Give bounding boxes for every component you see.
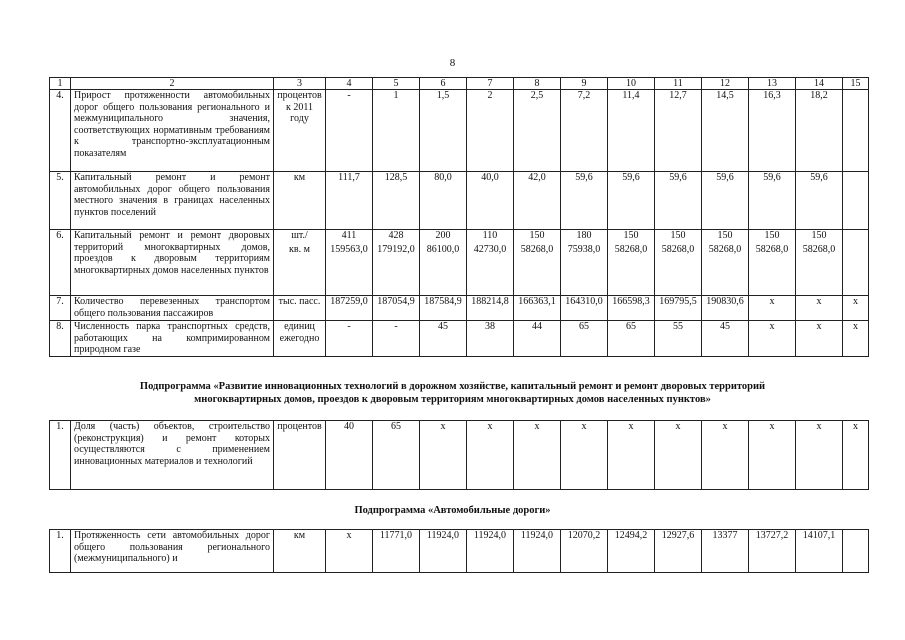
value: х <box>722 421 728 432</box>
value-cell <box>561 296 608 321</box>
value-cell <box>420 172 467 230</box>
value: 13727,2 <box>755 530 789 541</box>
value-secondary: 179192,0 <box>377 243 415 255</box>
value-cell <box>373 530 420 573</box>
value-secondary: 58268,0 <box>520 243 554 255</box>
indicator-name: Капитальный ремонт и ремонт дворовых территорий многоквартирных домов, проездов к дворовым территориям многоквартирных домов населенных пунктов <box>71 230 274 296</box>
value-cell <box>796 321 843 357</box>
value-cell <box>467 530 514 573</box>
value-cell <box>373 321 420 357</box>
value-cell <box>749 530 796 573</box>
value: 166598,3 <box>612 296 650 307</box>
unit-cell <box>274 90 326 172</box>
value-cell <box>796 172 843 230</box>
value: 59,6 <box>622 172 640 183</box>
value-cell <box>561 321 608 357</box>
value-cell <box>702 321 749 357</box>
subprogram-innovations-table <box>49 420 869 490</box>
value-cell <box>749 321 796 357</box>
value: 150 <box>811 230 827 241</box>
value: 55 <box>673 321 683 332</box>
value-cell <box>514 172 561 230</box>
value: 187054,9 <box>377 296 415 307</box>
value-cell <box>655 321 702 357</box>
value-secondary: 58268,0 <box>708 243 742 255</box>
value: 65 <box>391 421 401 432</box>
table-row <box>50 90 869 172</box>
column-number-header: 1 <box>50 78 71 90</box>
table-row <box>50 530 869 573</box>
value: 128,5 <box>384 172 408 183</box>
column-number-header: 9 <box>561 78 608 90</box>
column-number-header: 2 <box>71 78 274 90</box>
value-cell <box>608 296 655 321</box>
value-cell <box>843 421 869 490</box>
value-cell <box>702 421 749 490</box>
row-number: 1. <box>50 530 71 573</box>
value-cell <box>420 421 467 490</box>
value: 7,2 <box>577 90 591 101</box>
value: х <box>816 321 822 332</box>
value-cell <box>514 321 561 357</box>
subprogram-title-line-2: многоквартирных домов, проездов к дворовым территориям многоквартирных домов населенных пунктов» <box>194 394 711 405</box>
value: 110 <box>482 230 498 241</box>
value-cell <box>749 296 796 321</box>
value-cell <box>702 90 749 172</box>
value: 18,2 <box>810 90 828 101</box>
value: 13377 <box>712 530 738 541</box>
value-cell <box>608 90 655 172</box>
column-number-header: 12 <box>702 78 749 90</box>
row-number: 6. <box>50 230 71 296</box>
value-cell <box>655 230 702 296</box>
value: х <box>769 421 775 432</box>
value: 65 <box>626 321 636 332</box>
value-cell <box>749 230 796 296</box>
value: 11771,0 <box>379 530 413 541</box>
value-cell <box>843 90 869 172</box>
value: 411 <box>341 230 357 241</box>
value-cell <box>561 230 608 296</box>
unit: км <box>293 530 306 541</box>
value: х <box>440 421 446 432</box>
value-cell <box>749 421 796 490</box>
value: 111,7 <box>338 172 360 183</box>
column-number-header: 5 <box>373 78 420 90</box>
value-cell <box>420 296 467 321</box>
value-secondary: 42730,0 <box>473 243 507 255</box>
value-cell <box>843 172 869 230</box>
column-number-header: 3 <box>274 78 326 90</box>
value: 187259,0 <box>330 296 368 307</box>
value: 188214,8 <box>471 296 509 307</box>
value-cell <box>655 172 702 230</box>
value-cell <box>373 172 420 230</box>
value-cell <box>420 321 467 357</box>
value-cell <box>326 90 373 172</box>
value-cell <box>467 296 514 321</box>
value-cell <box>608 172 655 230</box>
value: - <box>347 321 351 332</box>
value: х <box>769 296 775 307</box>
value-cell <box>561 90 608 172</box>
value: 12927,6 <box>661 530 695 541</box>
value-cell <box>843 296 869 321</box>
value-cell <box>326 421 373 490</box>
value: 14107,1 <box>802 530 836 541</box>
column-number-header: 7 <box>467 78 514 90</box>
value-cell <box>373 230 420 296</box>
unit-cell <box>274 530 326 573</box>
indicator-name: Протяженность сети автомобильных дорог общего пользования регионального (межмуниципального) и <box>71 530 274 573</box>
value-cell <box>467 172 514 230</box>
value-secondary: 58268,0 <box>802 243 836 255</box>
subprogram-roads-table <box>49 529 869 573</box>
value: х <box>628 421 634 432</box>
value: 11,4 <box>622 90 640 101</box>
value: 150 <box>717 230 733 241</box>
value: 40,0 <box>481 172 499 183</box>
value: 59,6 <box>716 172 734 183</box>
value: 1 <box>393 90 399 101</box>
value: х <box>581 421 587 432</box>
subprogram-heading-innovations <box>0 380 905 406</box>
value-cell <box>420 230 467 296</box>
value-cell <box>514 90 561 172</box>
value: 59,6 <box>810 172 828 183</box>
column-number-header: 11 <box>655 78 702 90</box>
value-cell <box>796 90 843 172</box>
value-cell <box>326 230 373 296</box>
value: 14,5 <box>716 90 734 101</box>
value-cell <box>561 172 608 230</box>
value-cell <box>467 230 514 296</box>
row-number: 4. <box>50 90 71 172</box>
column-number-header: 15 <box>843 78 869 90</box>
value: х <box>853 321 858 332</box>
indicator-name: Количество перевезенных транспортом общего пользования пассажиров <box>71 296 274 321</box>
value: х <box>769 321 775 332</box>
value: 150 <box>764 230 780 241</box>
value: х <box>675 421 681 432</box>
value: 164310,0 <box>565 296 603 307</box>
value: 11924,0 <box>426 530 460 541</box>
value-cell <box>326 172 373 230</box>
value: - <box>394 321 398 332</box>
table-row <box>50 321 869 357</box>
unit: единиц ежегодно <box>279 321 320 344</box>
value: 65 <box>579 321 589 332</box>
value: 12070,2 <box>567 530 601 541</box>
table-row <box>50 230 869 296</box>
value: 187584,9 <box>424 296 462 307</box>
unit-secondary: кв. м <box>289 243 310 255</box>
value: 428 <box>388 230 404 241</box>
value: х <box>534 421 540 432</box>
value-cell <box>373 90 420 172</box>
value-secondary: 75938,0 <box>567 243 601 255</box>
value-cell <box>514 530 561 573</box>
value-cell <box>843 321 869 357</box>
unit: процентов <box>277 421 322 432</box>
unit-cell <box>274 421 326 490</box>
value-cell <box>608 321 655 357</box>
value-secondary: 58268,0 <box>755 243 789 255</box>
value: х <box>816 421 822 432</box>
value: 45 <box>438 321 448 332</box>
value: 11924,0 <box>473 530 507 541</box>
value-cell <box>467 321 514 357</box>
indicator-name: Численность парка транспортных средств, работающих на компримированном природном газе <box>71 321 274 357</box>
value-cell <box>796 296 843 321</box>
page-number: 8 <box>449 57 456 69</box>
row-number: 7. <box>50 296 71 321</box>
value-cell <box>796 421 843 490</box>
value: 45 <box>720 321 730 332</box>
value-cell <box>608 530 655 573</box>
unit-cell <box>274 296 326 321</box>
indicator-name: Доля (часть) объектов, строительство (реконструкция) и ремонт которых осуществляются с применением инновационных материалов и технологий <box>71 421 274 490</box>
value-cell <box>561 530 608 573</box>
value: 59,6 <box>575 172 593 183</box>
indicator-name: Прирост протяженности автомобильных дорог общего пользования регионального и межмуниципального значения, соответствующих нормативным требованиям к транспортно-эксплуатационным показателям <box>71 90 274 172</box>
value-cell <box>420 90 467 172</box>
value: 38 <box>485 321 495 332</box>
value: х <box>853 421 858 432</box>
value-cell <box>326 530 373 573</box>
value: 166363,1 <box>518 296 556 307</box>
value-cell <box>467 421 514 490</box>
value: 180 <box>576 230 592 241</box>
value-cell <box>796 530 843 573</box>
row-number: 1. <box>50 421 71 490</box>
value-cell <box>702 296 749 321</box>
value-secondary: 86100,0 <box>426 243 460 255</box>
value-cell <box>326 296 373 321</box>
value: 16,3 <box>763 90 781 101</box>
value-cell <box>749 172 796 230</box>
value-cell <box>843 230 869 296</box>
unit: процентов к 2011 году <box>277 90 322 124</box>
value-cell <box>373 296 420 321</box>
indicators-table <box>49 77 869 357</box>
value-cell <box>655 90 702 172</box>
value: 2,5 <box>530 90 544 101</box>
value: 169795,5 <box>659 296 697 307</box>
value-cell <box>514 296 561 321</box>
value: 12,7 <box>669 90 687 101</box>
value-secondary: 58268,0 <box>661 243 695 255</box>
value-cell <box>608 421 655 490</box>
value-cell <box>702 530 749 573</box>
value: х <box>346 530 352 541</box>
value: 150 <box>670 230 686 241</box>
value-cell <box>749 90 796 172</box>
row-number: 5. <box>50 172 71 230</box>
value: 1,5 <box>436 90 450 101</box>
column-number-header: 6 <box>420 78 467 90</box>
value: х <box>816 296 822 307</box>
column-number-header: 4 <box>326 78 373 90</box>
value-cell <box>326 321 373 357</box>
unit-cell <box>274 172 326 230</box>
table-row <box>50 172 869 230</box>
value-cell <box>561 421 608 490</box>
header-row <box>50 78 869 90</box>
table-row <box>50 296 869 321</box>
value: 200 <box>435 230 451 241</box>
subprogram-title-line-1: Подпрограмма «Развитие инновационных технологий в дорожном хозяйстве, капитальный ремонт и ремонт дворовых территорий <box>139 381 766 392</box>
value-cell <box>514 421 561 490</box>
value-cell <box>420 530 467 573</box>
column-number-header: 10 <box>608 78 655 90</box>
value-cell <box>655 296 702 321</box>
unit: шт./ <box>291 230 308 241</box>
value-cell <box>702 230 749 296</box>
value: х <box>487 421 493 432</box>
value-cell <box>467 90 514 172</box>
value: 11924,0 <box>520 530 554 541</box>
unit: км <box>293 172 306 183</box>
value: 44 <box>532 321 542 332</box>
column-number-header: 8 <box>514 78 561 90</box>
value: 40 <box>344 421 354 432</box>
value-secondary: 58268,0 <box>614 243 648 255</box>
value: - <box>347 90 351 101</box>
unit: тыс. пасс. <box>278 296 321 307</box>
value: 12494,2 <box>614 530 648 541</box>
value: 59,6 <box>669 172 687 183</box>
value: 150 <box>529 230 545 241</box>
value: 42,0 <box>528 172 546 183</box>
value: 150 <box>623 230 639 241</box>
value-secondary: 159563,0 <box>330 243 368 255</box>
unit-cell <box>274 321 326 357</box>
value: х <box>853 296 858 307</box>
value-cell <box>796 230 843 296</box>
value-cell <box>655 421 702 490</box>
row-number: 8. <box>50 321 71 357</box>
value: 190830,6 <box>706 296 744 307</box>
unit-cell <box>274 230 326 296</box>
value-cell <box>655 530 702 573</box>
table-row <box>50 421 869 490</box>
value: 59,6 <box>763 172 781 183</box>
subprogram-heading-roads: Подпрограмма «Автомобильные дороги» <box>354 505 551 516</box>
value: 2 <box>487 90 493 101</box>
value-cell <box>702 172 749 230</box>
value-cell <box>843 530 869 573</box>
value-cell <box>373 421 420 490</box>
indicator-name: Капитальный ремонт и ремонт автомобильных дорог общего пользования местного значения в границах населенных пунктов поселений <box>71 172 274 230</box>
column-number-header: 14 <box>796 78 843 90</box>
value: 80,0 <box>434 172 452 183</box>
column-number-header: 13 <box>749 78 796 90</box>
value-cell <box>608 230 655 296</box>
value-cell <box>514 230 561 296</box>
